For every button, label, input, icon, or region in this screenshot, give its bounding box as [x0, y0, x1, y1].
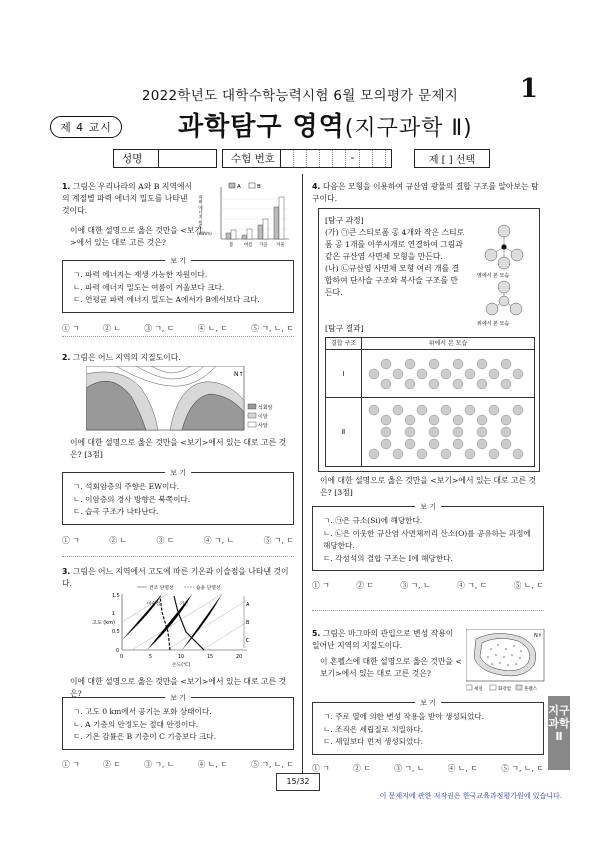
svg-text:봄: 봄 [229, 243, 234, 248]
q4-number: 4. [312, 182, 321, 191]
single-chain-structure [362, 350, 532, 398]
exam-number-cells: - [281, 150, 386, 167]
north-arrow-icon: N↑ [534, 633, 542, 639]
column-divider [302, 174, 303, 774]
svg-text:C: C [246, 638, 250, 644]
svg-text:5: 5 [149, 655, 153, 660]
q4-choice-5[interactable]: ⑤ ㄴ, ㄷ [513, 581, 544, 590]
q4-choice-1[interactable]: ① ㄱ [312, 581, 330, 590]
q4-process [325, 215, 465, 299]
tetrahedron-top-view [486, 281, 522, 315]
q4-choice-4[interactable]: ④ ㄱ, ㄷ [457, 581, 488, 590]
q1-bogi-item: ㄴ. 파력 에너지 밀도는 여름이 겨울보다 크다. [73, 282, 225, 292]
q4-tetrahedron-models [469, 219, 539, 329]
q4-bogi-item: ㄴ. ㉡은 이웃한 규산염 사면체끼리 산소(O)를 공유하는 과정에 해당한다. [323, 528, 531, 550]
q3-legend [137, 584, 221, 591]
q3-bogi-item: ㄷ. 기온 감률은 B 기층이 C 기층보다 크다. [73, 732, 217, 741]
q1-legend-b: B [257, 184, 261, 190]
subject-name: 과학탐구 영역 [178, 112, 345, 142]
q4-table-row-2: Ⅱ [326, 398, 534, 466]
double-chain-structure [362, 398, 532, 466]
q1-choice-1[interactable]: ① ㄱ [62, 323, 80, 333]
q3-bogi-item: ㄱ. 고도 0 km에서 공기는 포화 상태이다. [73, 707, 212, 716]
svg-text:석회암: 석회암 [258, 405, 273, 411]
q5-choice-5[interactable]: ⑤ ㄱ, ㄴ, ㄷ [501, 763, 544, 773]
q1-bar-spring-a [226, 233, 231, 239]
q1-bogi [62, 257, 294, 313]
q4-result-table [325, 337, 535, 467]
svg-text:습윤 단열선: 습윤 단열선 [196, 586, 221, 591]
name-label: 성명 [114, 150, 159, 167]
q2-choice-3[interactable]: ③ ㄷ [156, 535, 175, 545]
exam-number-label: 수험 번호 [223, 150, 281, 167]
q1-question: 이에 대한 설명으로 옳은 것만을 <보기>에서 있는 대로 고른 것은? [70, 226, 202, 247]
q5-legend [466, 685, 538, 692]
q3-xlabel: 온도(℃) [172, 663, 191, 668]
subject-side-tab: 지구과학Ⅱ [548, 696, 570, 770]
q1-bogi-wrap [62, 257, 294, 334]
divider [312, 610, 544, 611]
svg-text:0: 0 [120, 655, 124, 660]
page-badge: 15/32 [276, 773, 320, 791]
q1-bar-winter-b [279, 197, 284, 239]
q5-geologic-map [466, 629, 548, 695]
svg-text:겨울: 겨울 [276, 243, 285, 248]
svg-text:화강암: 화강암 [498, 687, 512, 692]
question-2 [62, 352, 294, 364]
q4-text: 다음은 모형을 이용하여 규산염 광물의 결합 구조를 알아보는 탐구이다. [312, 182, 539, 203]
q5-question: 이 혼펠스에 대한 설명으로 옳은 것만을 <보기>에서 있는 대로 고른 것은? [320, 657, 462, 678]
q3-x-ticks [120, 654, 242, 660]
tetrahedron-side-view [485, 225, 523, 269]
q1-chart-legend [229, 183, 261, 190]
q2-bogi-item: ㄷ. 습곡 구조가 나타난다. [73, 507, 159, 516]
q5-choice-1[interactable]: ① ㄱ [312, 763, 330, 773]
q1-bar-summer-b [247, 229, 252, 239]
name-field[interactable] [113, 149, 217, 168]
exam-title: 2022학년도 대학수학능력시험 6월 모의평가 문제지 [141, 88, 459, 104]
q3-bogi-title: 보 기 [165, 692, 191, 705]
q3-ylabel: 고도 (km) [92, 620, 115, 626]
q2-choices [62, 535, 294, 546]
q2-choice-5[interactable]: ⑤ ㄱ, ㄷ [263, 535, 294, 545]
svg-text:0: 0 [116, 649, 120, 654]
q2-bogi-item: ㄴ. 이암층의 경사 방향은 북쪽이다. [73, 494, 191, 504]
q5-bogi-wrap [312, 699, 544, 774]
svg-text:사암: 사암 [258, 423, 268, 429]
q2-number: 2. [62, 353, 71, 362]
q1-choice-3[interactable]: ③ ㄱ, ㄷ [144, 323, 175, 333]
q4-view-side: 옆에서 본 모습 [477, 273, 510, 279]
q4-view-top: 위에서 본 모습 [477, 321, 510, 327]
q4-bogi-item: ㄱ. ㉠은 규소(Si)에 해당한다. [323, 516, 423, 525]
q1-bar-winter-a [274, 207, 279, 239]
q1-ylabel: 파력 에너지 밀도 [197, 195, 203, 230]
divider [62, 336, 294, 337]
q4-box [318, 208, 540, 472]
q3-bogi-wrap [62, 694, 294, 770]
q1-text: 그림은 우리나라의 A와 B 지역에서의 계절별 파력 에너지 밀도를 나타낸 것이다. [62, 182, 193, 215]
q1-bars [226, 197, 284, 239]
svg-text:셰일: 셰일 [474, 687, 483, 692]
q3-choice-3[interactable]: ③ ㄱ, ㄴ [144, 759, 175, 769]
q5-number: 5. [312, 629, 321, 638]
q2-choice-4[interactable]: ④ ㄱ, ㄴ [203, 535, 235, 545]
svg-text:0.5: 0.5 [112, 630, 120, 635]
q5-bogi-item: ㄴ. 조직은 세립질로 치밀하다. [323, 724, 424, 734]
q2-bogi-title: 보 기 [165, 467, 191, 480]
q4-step-a: (가) ㉠큰 스티로폼 공 4개와 작은 스티로폼 공 1개를 이쑤시개로 연결하여 그림과 같은 규산염 사면체 모형을 만든다. [325, 228, 465, 261]
q5-bogi-item: ㄷ. 셰일보다 먼저 생성되었다. [323, 737, 424, 746]
q3-bogi-item: ㄴ. A 기층의 안정도는 절대 안정이다. [73, 719, 199, 729]
q3-bogi [62, 694, 294, 750]
q1-bogi-item: ㄷ. 연평균 파력 에너지 밀도는 A에서가 B에서보다 크다. [73, 295, 260, 304]
q1-number: 1. [62, 182, 71, 191]
q3-dewpoint-line [160, 596, 170, 650]
svg-text:20: 20 [236, 655, 243, 660]
q2-choice-1[interactable]: ① ㄱ [62, 535, 80, 545]
q1-bar-spring-b [231, 230, 236, 239]
q4-question: 이에 대한 설명으로 옳은 것만을 <보기>에서 있는 대로 고른 것은? [3점] [320, 476, 537, 497]
subject-title [178, 106, 473, 143]
q5-choice-2[interactable]: ② ㄷ [353, 763, 371, 773]
q4-bogi-title: 보 기 [415, 501, 441, 514]
q1-x-ticks [229, 241, 285, 248]
page-number: 1 [519, 74, 538, 104]
q2-bogi-wrap [62, 469, 294, 546]
divider [62, 556, 294, 557]
q4-bogi-item: ㄷ. 각섬석의 결합 구조는 Ⅰ에 해당한다. [323, 553, 453, 563]
q2-geologic-map [86, 366, 278, 434]
q2-bogi [62, 469, 294, 525]
q1-bogi-item: ㄱ. 파력 에너지는 재생 가능한 자원이다. [73, 270, 208, 279]
q3-moist-adiabats [122, 594, 222, 650]
q1-choices [62, 323, 294, 334]
q3-dewpoint-label: 이슬점 [147, 602, 161, 607]
q2-bogi-item: ㄱ. 석회암층의 주향은 EW이다. [73, 482, 180, 491]
q1-choice-5[interactable]: ⑤ ㄱ, ㄴ, ㄷ [251, 323, 294, 333]
svg-text:1.5: 1.5 [112, 594, 120, 599]
q1-legend-a: A [237, 184, 241, 190]
q5-bogi-title: 보 기 [415, 697, 441, 710]
q4-bogi [312, 503, 544, 571]
q4-step-b: (나) ㉡규산염 사면체 모형 여러 개를 결합하여 단사슬 구조와 복사슬 구조를 만든다. [325, 264, 460, 297]
svg-text:10: 10 [178, 655, 185, 660]
exam-number-field[interactable] [222, 149, 392, 168]
q3-question: 이에 대한 설명으로 옳은 것만을 <보기>에서 있는 대로 고른 것은? [70, 677, 287, 698]
page-badge-current: 15 [286, 777, 297, 786]
north-arrow-icon: N↑ [234, 371, 244, 378]
q1-bar-autumn-b [263, 219, 268, 239]
q5-text: 그림은 마그마의 관입으로 변성 작용이 일어난 지역의 지질도이다. [312, 629, 454, 650]
svg-text:여름: 여름 [244, 243, 253, 248]
question-5 [312, 628, 462, 680]
q3-number: 3. [62, 567, 71, 576]
svg-text:1: 1 [112, 612, 116, 617]
q2-text: 그림은 어느 지역의 지질도이다. [72, 353, 181, 362]
q3-layer-labels [244, 596, 250, 648]
svg-text:가을: 가을 [259, 243, 268, 248]
q4-bogi-wrap [312, 503, 544, 591]
subject-select-field[interactable]: 제 [ ] 선택 [414, 149, 490, 168]
svg-text:이암: 이암 [258, 414, 268, 420]
q5-choice-3[interactable]: ③ ㄱ, ㄴ [394, 763, 425, 773]
copyright-notice: 이 문제지에 관한 저작권은 한국교육과정평가원에 있습니다. [379, 792, 562, 800]
q5-bogi-item: ㄱ. 주로 열에 의한 변성 작용을 받아 생성되었다. [323, 712, 485, 721]
q2-legend [248, 404, 273, 429]
svg-text:B: B [246, 620, 250, 626]
q4-choices [312, 580, 544, 591]
svg-text:혼펠스: 혼펠스 [524, 687, 538, 692]
q3-choice-4[interactable]: ④ ㄴ, ㄷ [197, 759, 228, 769]
q3-choice-5[interactable]: ⑤ ㄱ, ㄴ, ㄷ [251, 759, 294, 769]
q2-question: 이에 대한 설명으로 옳은 것만을 <보기>에서 있는 대로 고른 것은? [3점] [70, 438, 287, 459]
q4-choice-2[interactable]: ② ㄷ [356, 581, 374, 590]
q3-temp-label: 기온 [180, 602, 189, 607]
q3-choice-2[interactable]: ② ㄷ [103, 759, 121, 769]
q1-yunit: (kW/m) [197, 231, 212, 236]
q4-table-header: 결합 구조 위에서 본 모습 [326, 338, 534, 350]
page-badge-total: 32 [299, 777, 310, 786]
subject-subname: (지구과학 Ⅱ) [344, 116, 473, 141]
svg-text:건조 단열선: 건조 단열선 [149, 586, 174, 591]
q5-bogi [312, 699, 544, 755]
q5-choice-4[interactable]: ④ ㄴ, ㄷ [447, 763, 478, 773]
question-4 [312, 181, 544, 205]
q1-bar-summer-a [242, 235, 247, 239]
q1-bogi-title: 보 기 [165, 255, 191, 268]
svg-text:15: 15 [207, 655, 214, 660]
q1-bar-autumn-a [258, 225, 263, 239]
q4-result-title: [탐구 결과] [325, 324, 364, 333]
q5-choices [312, 763, 544, 774]
q1-choice-4[interactable]: ④ ㄴ, ㄷ [197, 323, 228, 333]
q3-choices [62, 759, 294, 770]
q4-table-row-1: Ⅰ [326, 350, 534, 398]
q3-chart [92, 582, 262, 672]
period-label: 제 4 교시 [50, 116, 122, 138]
q1-choice-2[interactable]: ② ㄴ [103, 323, 121, 333]
q2-choice-2[interactable]: ② ㄴ [109, 535, 128, 545]
q1-chart [197, 179, 295, 249]
q4-process-title: [탐구 과정] [325, 216, 364, 225]
q3-choice-1[interactable]: ① ㄱ [62, 759, 80, 769]
q4-choice-3[interactable]: ③ ㄱ, ㄴ [400, 581, 431, 590]
svg-text:A: A [246, 602, 250, 608]
q3-text: 그림은 어느 지역에서 고도에 따른 기온과 이슬점을 나타낸 것이다. [62, 567, 289, 588]
